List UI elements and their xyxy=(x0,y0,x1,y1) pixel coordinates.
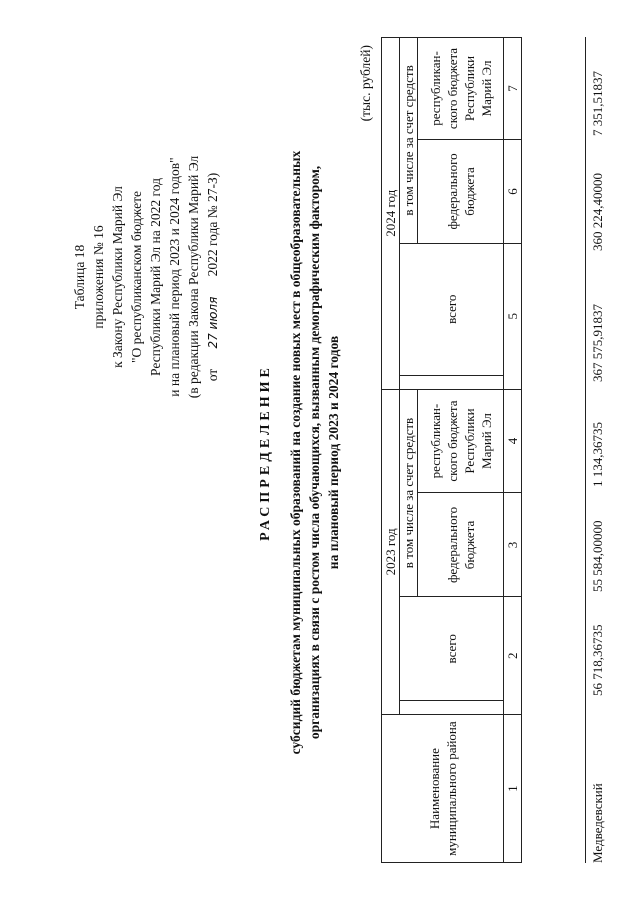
header-spacer xyxy=(400,375,504,389)
header-line: приложения № 16 xyxy=(91,225,106,329)
column-number: 2 xyxy=(504,597,522,715)
header-line: (в редакции Закона Республики Марий Эл xyxy=(186,155,201,399)
subtitle-line: субсидий бюджетам муниципальных образований на создание новых мест в общеобразовательных xyxy=(288,150,303,755)
column-header-federal-2023: федерального бюджета xyxy=(418,493,504,597)
column-header-republican-2024: республикан-ского бюджета Республики Марий Эл xyxy=(418,38,504,140)
header-line: Республики Марий Эл на 2022 год xyxy=(148,178,163,376)
total-2023-value: 56 718,36735 xyxy=(590,624,605,696)
republican-2023-value: 1 134,36735 xyxy=(590,422,605,487)
column-header-including-2024: в том числе за счет средств xyxy=(400,38,418,244)
subtitle-line: организациях в связи с ростом числа обучающихся, вызванным демографическим фактором, xyxy=(307,165,322,740)
appendix-header xyxy=(70,137,223,417)
republican-2024-value: 7 351,51837 xyxy=(590,71,605,136)
handwritten-date: 27 июля xyxy=(206,296,220,349)
column-header-republican-2023: республикан-ского бюджета Республики Марий Эл xyxy=(418,389,504,493)
column-number: 6 xyxy=(504,139,522,243)
column-number: 1 xyxy=(504,715,522,863)
header-line: "О республиканском бюджете xyxy=(129,191,144,364)
column-header-district: Наименование муниципального района xyxy=(382,715,504,863)
federal-2024-value: 360 224,40000 xyxy=(590,173,605,251)
column-header-federal-2024: федерального бюджета xyxy=(418,139,504,243)
district-name: Медведевский xyxy=(590,783,605,863)
unit-label: (тыс. рублей) xyxy=(358,45,373,122)
header-date-line xyxy=(203,137,223,417)
document-title: РАСПРЕДЕЛЕНИЕ xyxy=(258,364,273,541)
header-line: Таблица 18 xyxy=(72,244,87,310)
column-header-total-2024: всего xyxy=(400,243,504,375)
column-header-year-2024: 2024 год xyxy=(382,38,400,390)
column-number: 3 xyxy=(504,493,522,597)
date-prefix: от xyxy=(205,368,220,382)
column-number: 7 xyxy=(504,38,522,140)
column-header-including-2023: в том числе за счет средств xyxy=(400,389,418,597)
table-row xyxy=(585,37,610,863)
total-2024-value: 367 575,91837 xyxy=(590,304,605,382)
column-number: 4 xyxy=(504,389,522,493)
column-number: 5 xyxy=(504,243,522,389)
federal-2023-value: 55 584,00000 xyxy=(590,520,605,592)
header-line: к Закону Республики Марий Эл xyxy=(110,186,125,368)
header-spacer xyxy=(400,701,504,715)
column-header-total-2023: всего xyxy=(400,597,504,701)
column-header-year-2023: 2023 год xyxy=(382,389,400,715)
header-line: и на плановый период 2023 и 2024 годов" xyxy=(167,157,182,397)
date-suffix: 2022 года № 27-З) xyxy=(205,172,220,277)
subsidy-table xyxy=(381,37,522,863)
subtitle-line: на плановый период 2023 и 2024 годов xyxy=(326,335,341,570)
